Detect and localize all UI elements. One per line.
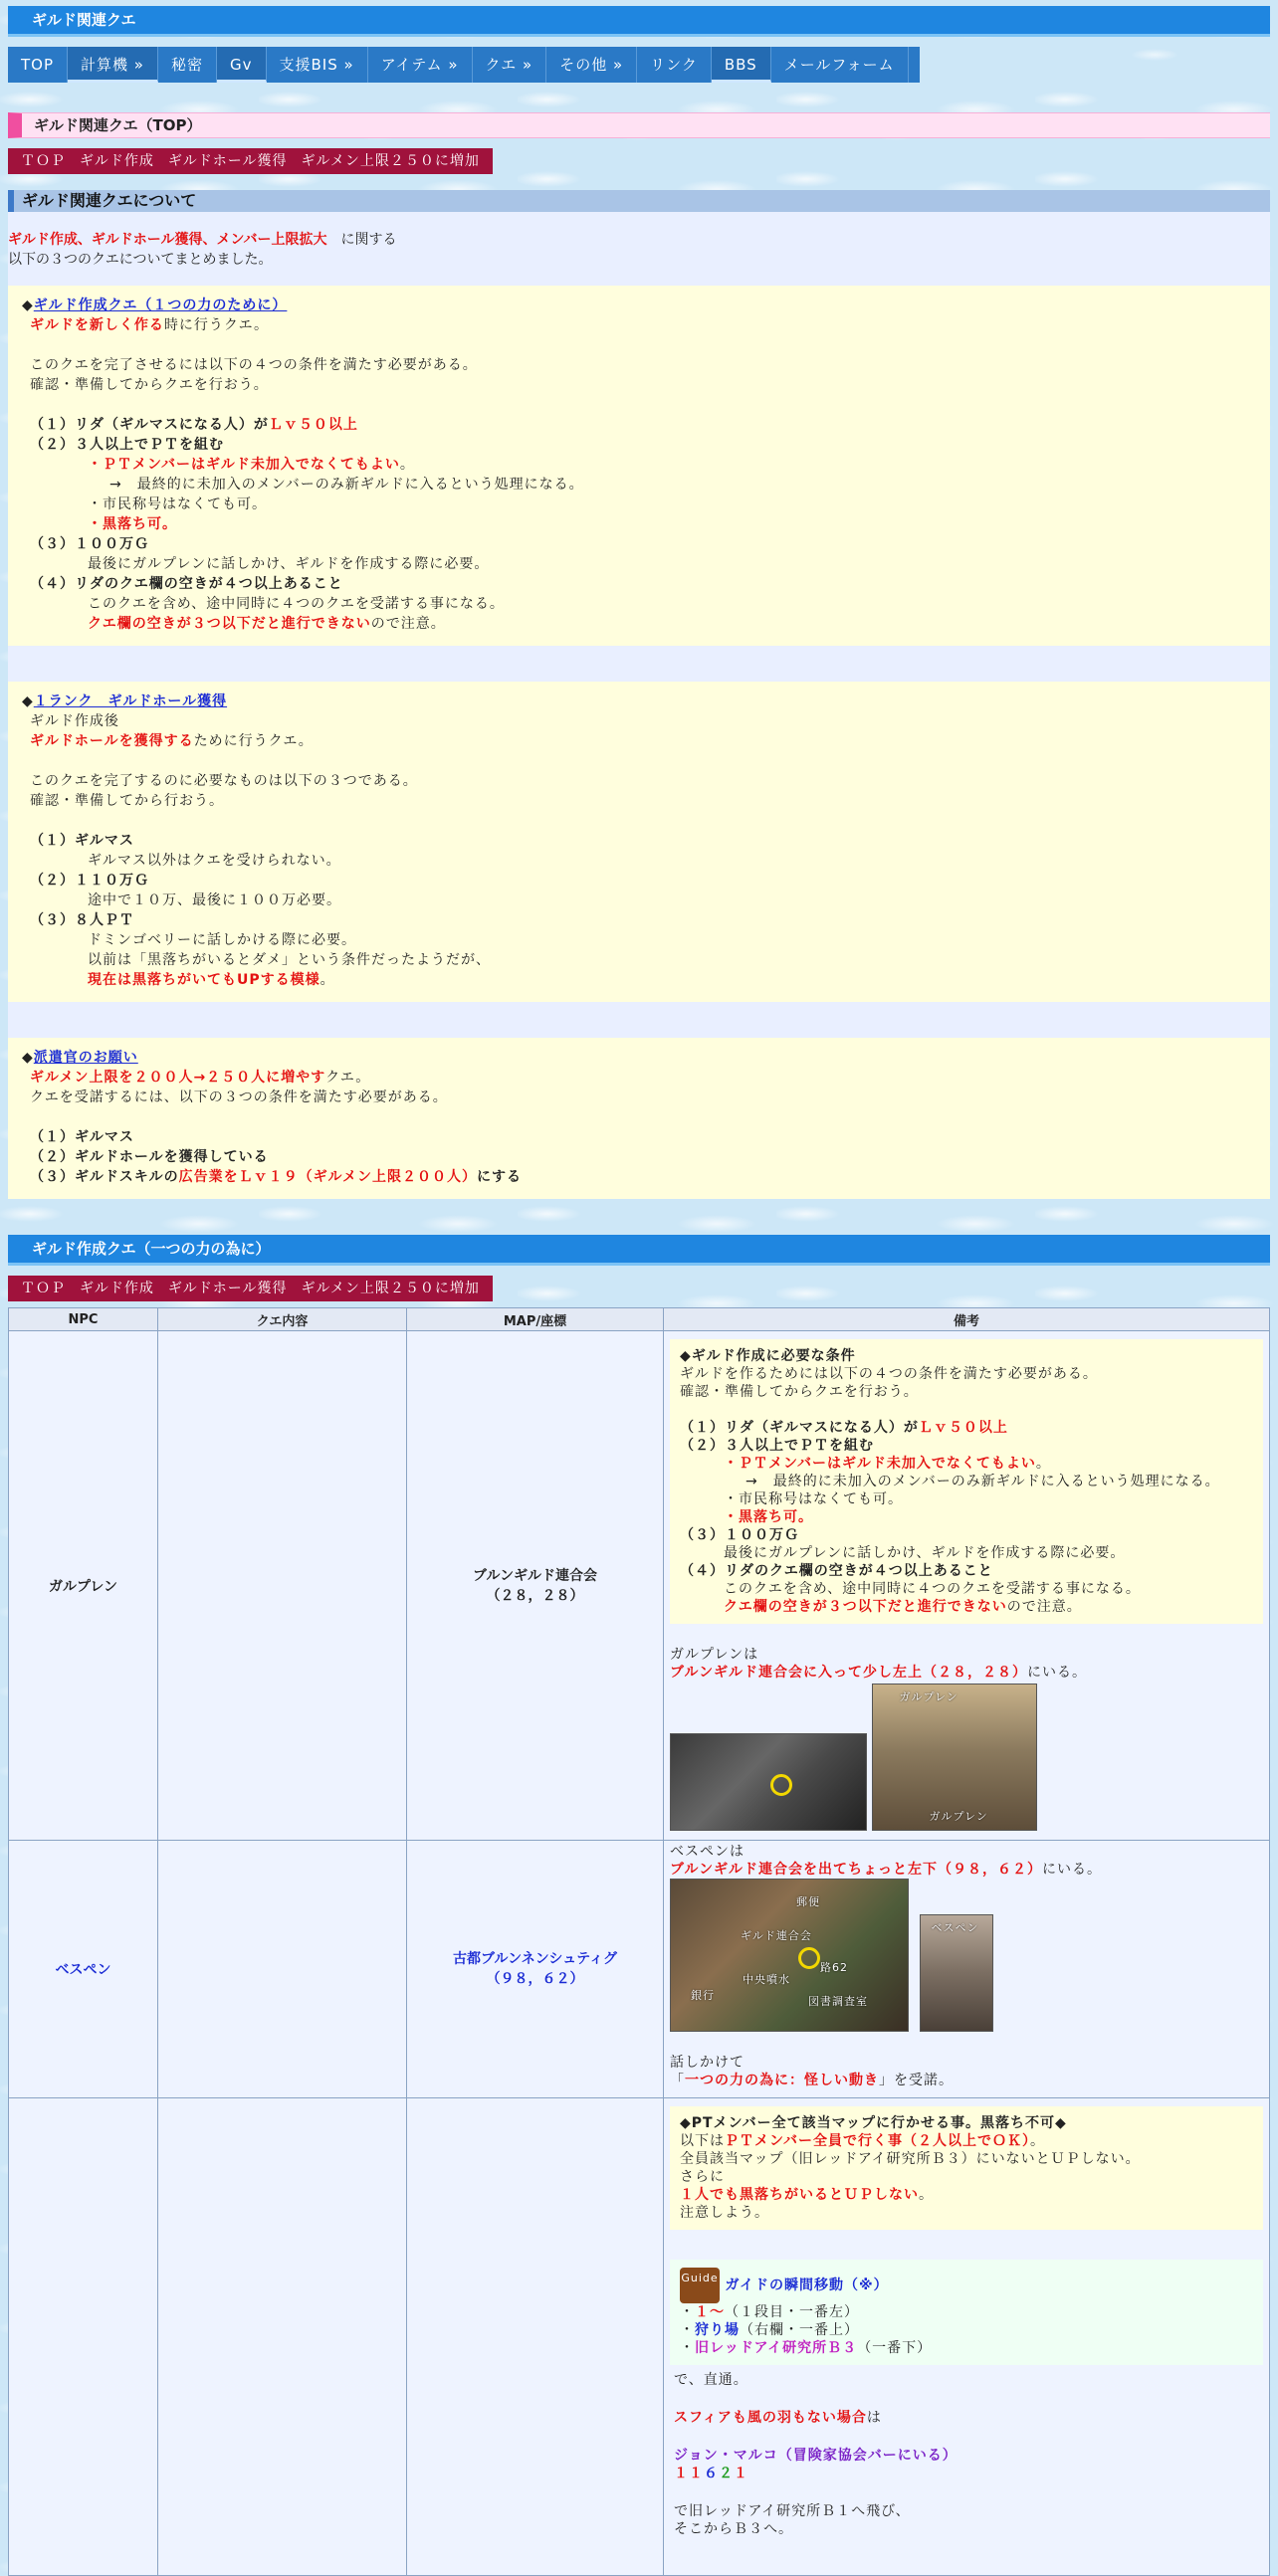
quest1-c4: （４）リダのクエ欄の空きが４つ以上あること (30, 576, 343, 592)
tab-guild-hall-2[interactable]: ギルドホール獲得 (167, 1281, 288, 1296)
quest3-c3-red: 広告業をＬｖ１９（ギルメン上限２００人） (178, 1169, 478, 1185)
quest2-c3c-tail: 。 (320, 972, 335, 988)
quest2-l1: ギルド作成後 (30, 713, 119, 729)
row1-map-name: ブルンギルド連合会 (473, 1567, 597, 1584)
town-tag-bank: 銀行 (691, 1989, 715, 2002)
quest1-c2b: → 最終的に未加入のメンバーのみ新ギルドに入るという処理になる。 (109, 477, 584, 493)
guide-g2-rest: （右欄・一番上） (740, 2322, 859, 2338)
row2-npc-screenshot (920, 1914, 993, 2032)
guild-section-tabs (8, 1276, 493, 1301)
row3-de: で、直通。 (674, 2372, 748, 2388)
row2-map-coord: （９８，６２） (486, 1971, 584, 1987)
row2-loc1: ベスペンは (670, 1844, 745, 1860)
main-nav (8, 47, 920, 83)
code-d2: １ (689, 2466, 704, 2481)
row1-loc1: ガルプレンは (670, 1647, 759, 1663)
row1-npc-tag: ガルプレン (899, 1690, 958, 1703)
row2-map (407, 1841, 664, 2098)
quest2-link[interactable]: １ランク ギルドホール獲得 (33, 694, 228, 709)
guild-section-title: ギルド作成クエ（一つの力の為に） (8, 1235, 1270, 1266)
intro-highlight: ギルド作成、ギルドホール獲得、メンバー上限拡大 (8, 232, 327, 248)
quest-table (8, 1307, 1270, 2576)
row1-c4: （４）リダのクエ欄の空きが４つ以上あること (680, 1563, 993, 1579)
guide-g3-rest: （一番下） (857, 2340, 933, 2356)
town-tag-road: 路62 (820, 1961, 848, 1974)
row1-n2: 確認・準備してからクエを行おう。 (680, 1384, 919, 1400)
quest3-l1-rest: クエ。 (325, 1070, 371, 1086)
tab-top[interactable]: ＴＯＰ (21, 153, 66, 169)
row2-talk2-open: 「 (670, 2073, 685, 2088)
about-heading: ギルド関連クエについて (8, 190, 1270, 212)
guide-icon (680, 2268, 720, 2303)
row2-talk2-red: 一つの力の為に：怪しい動き (685, 2073, 879, 2088)
quest2-box (8, 682, 1270, 1002)
quest3-marker: ◆ (22, 1050, 34, 1066)
town-tag-library: 図書調査室 (808, 1995, 868, 2008)
top-section-tabs (8, 148, 493, 174)
tab-guild-create[interactable]: ギルド作成 (80, 153, 154, 169)
quest1-c3a: 最後にガルプレンに話しかけ、ギルドを作成する際に必要。 (88, 556, 490, 572)
row3-note (664, 2098, 1270, 2576)
guide-g2-blue: 狩り場 (695, 2322, 740, 2338)
row1-map-screenshot (670, 1733, 867, 1831)
quest1-c4b-rest: ので注意。 (370, 616, 446, 632)
quest3-box (8, 1038, 1270, 1199)
table-row (9, 1331, 1270, 1841)
row2-map-name: 古都ブルンネンシュティグ (453, 1951, 617, 1967)
row1-npc: ガルプレン (9, 1331, 158, 1841)
quest3-c2: （２）ギルドホールを獲得している (30, 1149, 269, 1165)
quest2-c3c-red: 現在は黒落ちがいてもUPする模様 (88, 972, 320, 988)
quest1-c1: （１）リダ（ギルマスになる人）が (30, 417, 269, 433)
guide-title: ガイドの瞬間移動（※） (725, 2278, 889, 2293)
row1-c2d: ・黒落ち可。 (724, 1509, 813, 1525)
row1-map-coord: （２８，２８） (486, 1587, 584, 1604)
col-note: 備考 (664, 1308, 1270, 1331)
quest2-l3: このクエを完了するのに必要なものは以下の３つである。 (30, 773, 418, 789)
tab-guild-hall[interactable]: ギルドホール獲得 (167, 153, 288, 169)
nav-item[interactable]: アイテム » (368, 47, 473, 83)
row3-guide: Guide ガイドの瞬間移動（※） ・１〜（１段目・一番左） ・狩り場（右欄・一番上） ・旧レッドアイ研究所Ｂ３（一番下） (670, 2260, 1263, 2365)
nav-calculator[interactable]: 計算機 » (68, 47, 158, 83)
quest1-c2d: ・黒落ち可。 (88, 516, 177, 532)
row3-n3: さらに (680, 2169, 725, 2185)
row1-c4b-rest: ので注意。 (1006, 1599, 1082, 1615)
quest2-c2a: 途中で１０万、最後に１００万必要。 (88, 892, 341, 908)
guide-icon-label: Guide (681, 2272, 719, 2284)
row3-sufia: スフィアも風の羽もない場合 (674, 2410, 867, 2426)
row1-n1: ギルドを作るためには以下の４つの条件を満たす必要がある。 (680, 1366, 1098, 1382)
quest3-c3a: （３）ギルドスキルの (30, 1169, 179, 1185)
nav-support-bis[interactable]: 支援BIS » (267, 47, 368, 83)
row1-c4a: このクエを含め、途中同時に４つのクエを受諾する事になる。 (724, 1581, 1141, 1597)
row1-map (407, 1331, 664, 1841)
quest3-l2: クエを受諾するには、以下の３つの条件を満たす必要がある。 (30, 1090, 448, 1105)
quest2-c2: （２）１１０万Ｇ (30, 873, 149, 889)
quest2-c1a: ギルマス以外はクエを受けられない。 (88, 853, 341, 869)
col-npc: NPC (9, 1308, 158, 1331)
row3-n1-red: ＰＴメンバー全員で行く事（２人以上でＯＫ） (725, 2133, 1031, 2149)
code-d4: ２ (719, 2466, 734, 2481)
row3-john: ジョン・マルコ（冒険家協会バーにいる） (674, 2448, 958, 2464)
quest2-c3b: 以前は「黒落ちがいるとダメ」という条件だったようだが、 (88, 952, 491, 968)
row2-talk2-close: 」を受諾。 (879, 2073, 954, 2088)
table-header-row (9, 1308, 1270, 1331)
quest1-c4a: このクエを含め、途中同時に４つのクエを受諾する事になる。 (88, 596, 505, 612)
row1-c1: （１）リダ（ギルマスになる人）が (680, 1420, 919, 1436)
row1-npc-tag2: ガルプレン (929, 1810, 988, 1823)
table-row (9, 2098, 1270, 2576)
guide-g1-red: １〜 (695, 2304, 725, 2320)
quest3-l1-red: ギルメン上限を２００人→２５０人に増やす (30, 1070, 326, 1086)
row1-c3: （３）１００万Ｇ (680, 1527, 799, 1543)
quest1-c3: （３）１００万Ｇ (30, 536, 149, 552)
quest1-l1-red: ギルドを新しく作る (30, 317, 164, 333)
nav-mailform[interactable]: メールフォーム (771, 47, 909, 83)
quest2-c3a: ドミンゴベリーに話しかける際に必要。 (88, 932, 356, 948)
tab-top-2[interactable]: ＴＯＰ (21, 1281, 66, 1296)
about-intro (8, 212, 1270, 286)
row2-talk1: 話しかけて (670, 2055, 745, 2071)
quest1-marker: ◆ (22, 297, 34, 313)
quest1-l2: このクエを完了させるには以下の４つの条件を満たす必要がある。 (30, 357, 478, 373)
quest2-marker: ◆ (22, 694, 34, 709)
row1-c4b-red: クエ欄の空きが３つ以下だと進行できない (724, 1599, 1007, 1615)
row2-npc-tag: ベスペン (931, 1921, 979, 1934)
row3-n1-tail: 。 (1030, 2133, 1046, 2149)
town-tag-post: 郵便 (796, 1895, 820, 1908)
nav-links[interactable]: リンク (637, 47, 712, 83)
nav-top[interactable]: TOP (8, 47, 68, 83)
row1-c2a: ・ＰＴメンバーはギルド未加入でなくてもよい (724, 1456, 1036, 1472)
quest1-box (8, 286, 1270, 646)
row2-loc2-rest: にいる。 (1041, 1862, 1102, 1878)
tab-member-250-2[interactable]: ギルメン上限２５０に増加 (301, 1281, 480, 1296)
row2-note (664, 1841, 1270, 2098)
quest2-c1: （１）ギルマス (30, 833, 134, 849)
code-d3: ６ (704, 2466, 719, 2481)
row3-title: ◆PTメンバー全て該当マップに行かせる事。黒落ち不可◆ (680, 2115, 1067, 2131)
col-quest: クエ内容 (158, 1308, 407, 1331)
quest1-link[interactable]: ギルド作成クエ（１つの力のために） (33, 297, 288, 313)
row1-c2a-tail: 。 (1035, 1456, 1051, 1472)
guide-g1-rest: （１段目・一番左） (725, 2304, 859, 2320)
row3-quest (158, 2098, 407, 2576)
row3-n1a: 以下は (680, 2133, 725, 2149)
nav-quest[interactable]: クエ » (473, 47, 547, 83)
row1-note-title: ◆ギルド作成に必要な条件 (680, 1348, 856, 1364)
code-d1: １ (674, 2466, 689, 2481)
quest1-l3: 確認・準備してからクエを行おう。 (30, 377, 269, 393)
intro-line2: 以下の３つのクエについてまとめました。 (8, 252, 273, 268)
guide-g3-cyan: 旧レッドアイ研究所Ｂ３ (695, 2340, 858, 2356)
row3-map (407, 2098, 664, 2576)
quest1-c2: （２）３人以上でＰＴを組む (30, 437, 224, 453)
quest1-c2c: ・市民称号はなくても可。 (88, 496, 267, 512)
row3-n4-tail: 。 (919, 2187, 934, 2203)
quest1-c2a-tail: 。 (399, 457, 415, 473)
tab-guild-create-2[interactable]: ギルド作成 (80, 1281, 154, 1296)
row1-npc-screenshot (872, 1684, 1037, 1831)
quest1-c1-red: Ｌｖ５０以上 (268, 417, 358, 433)
quest2-l4: 確認・準備してから行おう。 (30, 793, 224, 809)
quest2-l2-rest: ために行うクエ。 (193, 733, 314, 749)
quest3-link[interactable]: 派遣官のお願い (33, 1050, 138, 1066)
town-tag-fountain: 中央噴水 (743, 1973, 790, 1986)
quest2-c3: （３）８人ＰＴ (30, 912, 134, 928)
row1-loc2-rest: にいる。 (1026, 1665, 1087, 1681)
row1-quest (158, 1331, 407, 1841)
nav-other[interactable]: その他 » (546, 47, 637, 83)
table-row (9, 1841, 1270, 2098)
row2-quest (158, 1841, 407, 2098)
row3-warning (670, 2106, 1263, 2230)
row3-end2: そこからＢ３へ。 (674, 2521, 793, 2537)
quest1-c2a: ・ＰＴメンバーはギルド未加入でなくてもよい (88, 457, 400, 473)
row2-loc2-red: ブルンギルド連合会を出てちょっと左下（９８，６２） (670, 1862, 1042, 1878)
row1-loc2-red: ブルンギルド連合会に入って少し左上（２８，２８） (670, 1665, 1027, 1681)
row3-end1: で旧レッドアイ研究所Ｂ１へ飛び、 (674, 2503, 911, 2519)
quest2-l2-red: ギルドホールを獲得する (30, 733, 194, 749)
page-title: ギルド関連クエ (8, 6, 1270, 37)
quest1-c4b-red: クエ欄の空きが３つ以下だと進行できない (88, 616, 371, 632)
row1-c3a: 最後にガルプレンに話しかけ、ギルドを作成する際に必要。 (724, 1545, 1126, 1561)
row1-c1-red: Ｌｖ５０以上 (918, 1420, 1008, 1436)
tab-member-250[interactable]: ギルメン上限２５０に増加 (301, 153, 480, 169)
row3-npc (9, 2098, 158, 2576)
row2-town-screenshot (670, 1879, 909, 2032)
col-map: MAP/座標 (407, 1308, 664, 1331)
top-section-title: ギルド関連クエ（TOP） (8, 112, 1270, 138)
nav-secret[interactable]: 秘密 (158, 47, 217, 83)
quest3-c3b: にする (477, 1169, 523, 1185)
row1-note (664, 1331, 1270, 1841)
row3-n4-red: １人でも黒落ちがいるとＵＰしない (680, 2187, 919, 2203)
row1-c2b: → 最終的に未加入のメンバーのみ新ギルドに入るという処理になる。 (746, 1474, 1220, 1489)
row3-n5: 注意しよう。 (680, 2205, 769, 2221)
quest1-l1-rest: 時に行うクエ。 (163, 317, 270, 333)
row2-npc: ベスペン (9, 1841, 158, 2098)
row3-sufia-tail: は (866, 2410, 882, 2426)
town-tag-guild: ギルド連合会 (741, 1929, 812, 1942)
quest3-c1: （１）ギルマス (30, 1129, 134, 1145)
nav-gv[interactable]: Gv (217, 47, 267, 83)
row3-n2: 全員該当マップ（旧レッドアイ研究所Ｂ３）にいないとＵＰしない。 (680, 2151, 1141, 2167)
code-d5: １ (734, 2466, 748, 2481)
row1-c2c: ・市民称号はなくても可。 (724, 1491, 903, 1507)
row1-conditions (670, 1339, 1263, 1624)
intro-text: に関する (326, 232, 397, 248)
nav-bbs[interactable]: BBS (712, 47, 771, 83)
row1-c2: （２）３人以上でＰＴを組む (680, 1438, 874, 1454)
